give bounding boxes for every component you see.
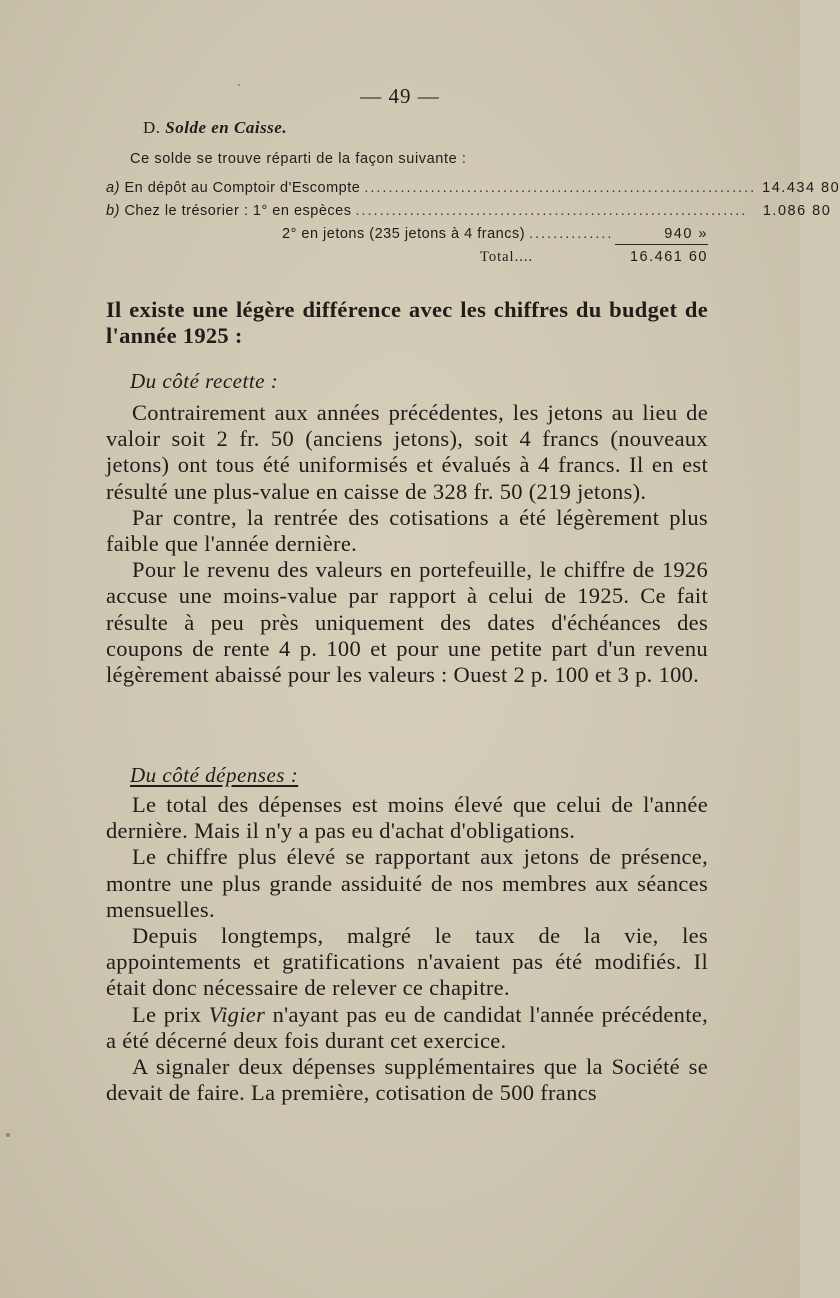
- ledger-row-total: [480, 249, 708, 266]
- depenses-section: [106, 792, 708, 1106]
- paragraph: Le total des dépenses est moins élevé que celui de l'année dernière. Mais il n'y a pas eu d'achat d'obligations.: [106, 792, 708, 844]
- section-letter: D.: [143, 118, 161, 137]
- paragraph: Le chiffre plus élevé se rapportant aux jetons de présence, montre une plus grande assiduité de nos membres aux séances mensuelles.: [106, 844, 708, 922]
- ledger-amount: 14.434 80: [762, 180, 840, 196]
- ledger-row-jetons: [282, 226, 708, 242]
- vigier-rest: n'ayant pas eu de candidat l'année précédente, a été décerné deux fois durant cet exercice.: [106, 1001, 708, 1053]
- ledger-marker: b): [106, 203, 120, 219]
- leader-dots: .................................................................: [355, 203, 748, 219]
- paragraph: A signaler deux dépenses supplémentaires que la Société se devait de faire. La première, cotisation de 500 francs: [106, 1054, 708, 1106]
- paragraph: Pour le revenu des valeurs en portefeuille, le chiffre de 1926 accuse une moins-value par rapport à celui de 1925. Ce fait résulte à peu près uniquement des dates d'échéances des coupons de rente 4 p. 100 et pour une petite part d'un revenu légèrement abaissé pour les valeurs : Ouest 2 p. 100 et 3 p. 100.: [106, 557, 708, 688]
- paragraph: Contrairement aux années précédentes, les jetons au lieu de valoir soit 2 fr. 50 (anciens jetons), soit 4 francs (nouveaux jetons) ont tous été uniformisés et évalués à 4 francs. Il en est résulté une plus-value en caisse de 328 fr. 50 (219 jetons).: [106, 400, 708, 504]
- leader-dots: .................................................................: [364, 180, 757, 196]
- recette-section: [106, 400, 708, 688]
- ledger-label-text: En dépôt au Comptoir d'Escompte: [124, 180, 361, 196]
- ledger-marker: a): [106, 180, 120, 196]
- prize-name: Vigier: [208, 1001, 266, 1027]
- section-title: Solde en Caisse.: [165, 118, 288, 137]
- section-heading: [143, 118, 287, 138]
- paper-speck: [238, 84, 240, 86]
- subheading-recette: Du côté recette :: [130, 369, 279, 393]
- paper-speck: [6, 1133, 10, 1137]
- total-label: Total....: [480, 249, 534, 265]
- ledger-label: [106, 180, 360, 196]
- paragraph: Il existe une légère différence avec les chiffres du budget de l'année 1925 :: [106, 297, 708, 349]
- leader-dots: ..............: [529, 226, 614, 242]
- ledger-label-text: Chez le trésorier : 1° en espèces: [124, 203, 352, 219]
- ledger-label: [106, 203, 351, 219]
- subheading-depenses: Du côté dépenses :: [130, 763, 299, 787]
- ledger-amount: 940 »: [664, 226, 708, 242]
- paragraph: Par contre, la rentrée des cotisations a été légèrement plus faible que l'année dernière.: [106, 504, 708, 557]
- ledger-amount: 1.086 80: [762, 203, 832, 219]
- vigier-prefix: Le prix: [132, 1001, 202, 1027]
- total-amount: 16.461 60: [629, 249, 708, 265]
- ledger-intro: Ce solde se trouve réparti de la façon suivante :: [130, 151, 467, 167]
- page-number: — 49 —: [360, 84, 440, 108]
- paragraph: Depuis longtemps, malgré le taux de la vie, les appointements et gratifications n'avaient pas été modifiés. Il était donc nécessaire de relever ce chapitre.: [106, 923, 708, 1001]
- paragraph-vigier: [106, 1002, 708, 1054]
- lead-paragraph: [106, 297, 708, 349]
- ledger-row-comptoir: [106, 180, 840, 196]
- ledger-label-text: 2° en jetons (235 jetons à 4 francs): [282, 226, 526, 242]
- total-rule: [615, 244, 708, 245]
- ledger-row-especes: [106, 203, 832, 219]
